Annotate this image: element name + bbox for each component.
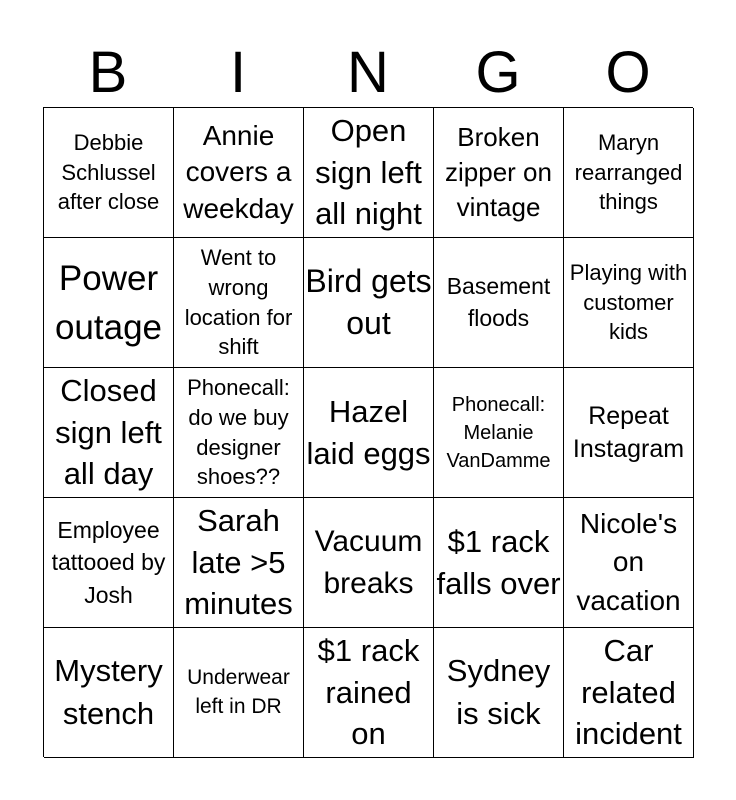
bingo-cell[interactable]: Playing with customer kids [564, 238, 694, 368]
header-letter-n: N [347, 40, 389, 105]
bingo-grid [43, 107, 693, 757]
bingo-cell[interactable]: Mystery stench [44, 628, 174, 758]
bingo-cell[interactable]: Underwear left in DR [174, 628, 304, 758]
bingo-cell[interactable]: Bird gets out [304, 238, 434, 368]
bingo-cell[interactable]: Phonecall: do we buy designer shoes?? [174, 368, 304, 498]
bingo-cell[interactable]: $1 rack falls over [434, 498, 564, 628]
bingo-cell[interactable]: Open sign left all night [304, 108, 434, 238]
bingo-cell[interactable]: Debbie Schlussel after close [44, 108, 174, 238]
bingo-header [43, 38, 693, 108]
bingo-cell[interactable]: Hazel laid eggs [304, 368, 434, 498]
bingo-cell[interactable]: Car related incident [564, 628, 694, 758]
bingo-cell[interactable]: Phonecall: Melanie VanDamme [434, 368, 564, 498]
header-letter-o: O [605, 40, 651, 105]
bingo-cell[interactable]: Went to wrong location for shift [174, 238, 304, 368]
bingo-cell[interactable]: Employee tattooed by Josh [44, 498, 174, 628]
bingo-cell[interactable]: Power outage [44, 238, 174, 368]
bingo-cell[interactable]: Annie covers a weekday [174, 108, 304, 238]
bingo-cell[interactable]: Broken zipper on vintage [434, 108, 564, 238]
bingo-cell[interactable]: Vacuum breaks [304, 498, 434, 628]
bingo-cell[interactable]: Sarah late >5 minutes [174, 498, 304, 628]
header-letter-i: I [229, 40, 247, 105]
bingo-cell[interactable]: Closed sign left all day [44, 368, 174, 498]
bingo-cell[interactable]: Sydney is sick [434, 628, 564, 758]
bingo-cell[interactable]: Maryn rearranged things [564, 108, 694, 238]
bingo-cell[interactable]: Nicole's on vacation [564, 498, 694, 628]
header-letter-g: G [475, 40, 521, 105]
header-letter-b: B [88, 40, 128, 105]
bingo-cell[interactable]: Basement floods [434, 238, 564, 368]
bingo-cell[interactable]: Repeat Instagram [564, 368, 694, 498]
bingo-cell[interactable]: $1 rack rained on [304, 628, 434, 758]
